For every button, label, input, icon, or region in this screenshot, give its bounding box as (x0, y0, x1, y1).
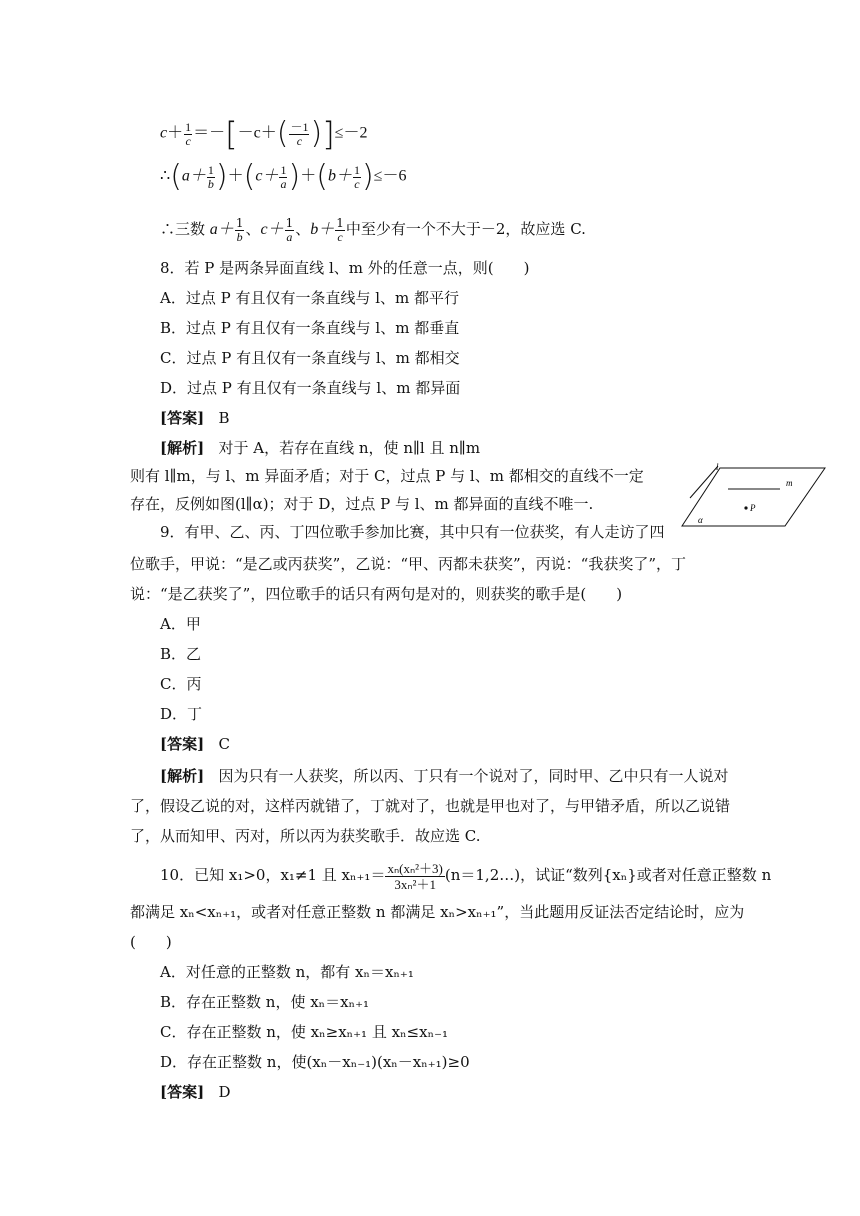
q9-option-b: B．乙 (160, 645, 202, 663)
q8-option-a: A．过点 P 有且仅有一条直线与 l、m 都平行 (160, 289, 460, 307)
answer-tag: [答案] (160, 409, 205, 427)
q9-option-d: D．丁 (160, 705, 203, 723)
q8-analysis-2: 则有 l∥m，与 l、m 异面矛盾；对于 C，过点 P 与 l、m 都相交的直线不一定 (130, 467, 644, 485)
q8-analysis-1: [解析] 对于 A，若存在直线 n，使 n∥l 且 n∥m (160, 439, 481, 457)
q8-option-d: D．过点 P 有且仅有一条直线与 l、m 都异面 (160, 379, 461, 397)
math-line-1: c＋ $\frac{1}{c}$ ＝－[－c＋( $\frac{-1}{c}$ )]≤－2 (160, 115, 368, 153)
label-m: m (786, 478, 793, 488)
answer-tag: [答案] (160, 1083, 205, 1101)
answer-value: B (218, 409, 230, 427)
plane-figure (680, 458, 830, 538)
q9-answer (160, 734, 230, 754)
q10-answer (160, 1082, 231, 1102)
q8-option-b: B．过点 P 有且仅有一条直线与 l、m 都垂直 (160, 319, 460, 337)
q9-stem-3: 说：“是乙获奖了”，四位歌手的话只有两句是对的，则获奖的歌手是( ) (130, 585, 623, 603)
q9-option-a: A．甲 (160, 615, 201, 633)
answer-tag: [答案] (160, 735, 205, 753)
q9-stem-1: 9．有甲、乙、丙、丁四位歌手参加比赛，其中只有一位获奖，有人走访了四 (160, 523, 665, 541)
q9-analysis-1: [解析] 因为只有一人获奖，所以丙、丁只有一个说对了，同时甲、乙中只有一人说对 (160, 767, 729, 785)
math-line-2: ∴(a＋ $\frac{1}{b}$ )＋(c＋ $\frac{1}{a}$ )＋(b＋ $\frac{1}{c}$ )≤－6 (160, 159, 407, 194)
label-l: l (716, 462, 719, 472)
q10-option-a: A．对任意的正整数 n，都有 xₙ＝xₙ₊₁ (160, 963, 414, 981)
q8-analysis-3: 存在，反例如图(l∥α)；对于 D，过点 P 与 l、m 都异面的直线不唯一. (130, 495, 594, 513)
plane-alpha-shape (682, 468, 825, 526)
q10-option-b: B．存在正整数 n，使 xₙ＝xₙ₊₁ (160, 993, 370, 1011)
recurrence-fraction: $\frac{\text{xₙ(xₙ²＋3)}}{\text{3xₙ²＋1}}$ (387, 860, 443, 892)
q9-stem-2: 位歌手，甲说：“是乙或丙获奖”，乙说：“甲、丙都未获奖”，丙说：“我获奖了”，丁 (130, 555, 687, 573)
label-p: P (750, 503, 756, 513)
q10-stem-1: 10．已知 x₁>0，x₁≠1 且 xₙ₊₁＝ $\frac{\text{xₙ(xₙ²＋3)}}{\text{3xₙ²＋1}}$ (n＝1,2…)，试证“数列{xₙ}或者对任意正整数 n (160, 860, 772, 892)
q9-analysis-3: 了，从而知甲、丙对，所以丙为获奖歌手．故应选 C. (130, 827, 481, 845)
answer-value: C (218, 735, 230, 753)
q9-option-c: C．丙 (160, 675, 202, 693)
q9-analysis-2: 了，假设乙说的对，这样丙就错了，丁就对了，也就是甲也对了，与甲错矛盾，所以乙说错 (130, 797, 731, 815)
q8-stem: 8．若 P 是两条异面直线 l、m 外的任意一点，则( ) (160, 259, 530, 277)
q10-stem-3: ( ) (130, 933, 172, 951)
point-p (744, 506, 747, 509)
answer-value: D (218, 1083, 231, 1101)
analysis-tag: [解析] (160, 767, 205, 785)
q10-option-c: C．存在正整数 n，使 xₙ≥xₙ₊₁ 且 xₙ≤xₙ₋₁ (160, 1023, 449, 1041)
q10-stem-2: 都满足 xₙ<xₙ₊₁，或者对任意正整数 n 都满足 xₙ>xₙ₊₁”，当此题用反证法否定结论时，应为 (130, 903, 745, 921)
math-line-3: ∴三数 a＋ $\frac{1}{b}$ 、c＋ $\frac{1}{a}$ 、b＋ $\frac{1}{c}$ 中至少有一个不大于－2，故应选 C. (160, 215, 586, 244)
q8-option-c: C．过点 P 有且仅有一条直线与 l、m 都相交 (160, 349, 460, 367)
label-alpha: α (698, 515, 703, 525)
analysis-tag: [解析] (160, 439, 205, 457)
q8-answer (160, 408, 230, 428)
q10-option-d: D．存在正整数 n，使(xₙ－xₙ₋₁)(xₙ－xₙ₊₁)≥0 (160, 1053, 470, 1071)
